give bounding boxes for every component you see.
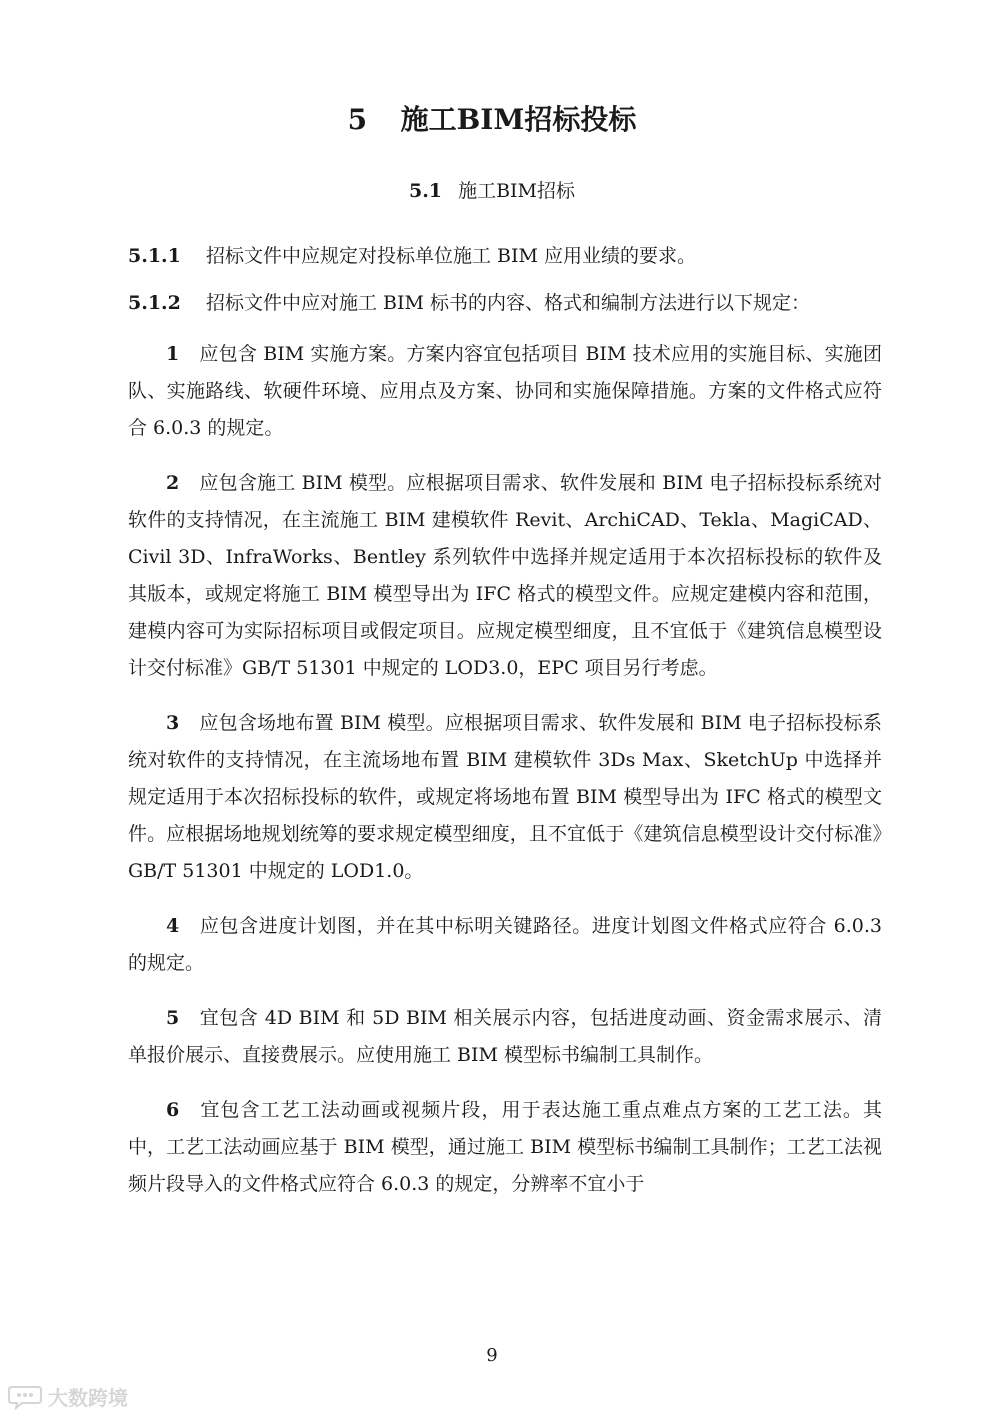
watermark [8, 1382, 128, 1411]
list-item-4 [128, 908, 882, 982]
item-number: 1 [166, 343, 180, 365]
page-number: 9 [486, 1345, 498, 1366]
chapter-title-text: 施工BIM招标投标 [400, 103, 637, 136]
list-item-6 [128, 1092, 882, 1203]
list-item-5 [128, 1000, 882, 1074]
clause-5-1-2 [128, 285, 882, 322]
list-item-1 [128, 336, 882, 447]
section-title-text: 施工BIM招标 [458, 180, 576, 202]
item-text: 宜包含 4D BIM 和 5D BIM 相关展示内容，包括进度动画、资金需求展示、清单报价展示、直接费展示。应使用施工 BIM 模型标书编制工具制作。 [128, 1007, 882, 1066]
chapter-title [0, 100, 984, 140]
item-number: 5 [166, 1007, 180, 1029]
list-item-3 [128, 705, 882, 890]
item-text: 宜包含工艺工法动画或视频片段，用于表达施工重点难点方案的工艺工法。其中，工艺工法动画应基于 BIM 模型，通过施工 BIM 模型标书编制工具制作；工艺工法视频片段导入的文件格式应符合 6.0.3 的规定，分辨率不宜小于 [128, 1099, 882, 1195]
item-number: 6 [166, 1099, 180, 1121]
document-body [128, 238, 882, 1203]
section-number: 5.1 [408, 180, 443, 202]
item-number: 3 [166, 712, 180, 734]
item-text: 应包含 BIM 实施方案。方案内容宜包括项目 BIM 技术应用的实施目标、实施团队、实施路线、软硬件环境、应用点及方案、协同和实施保障措施。方案的文件格式应符合 6.0.3 的规定。 [128, 343, 882, 439]
clause-number: 5.1.1 [128, 245, 181, 267]
clause-5-1-1 [128, 238, 882, 275]
clause-number: 5.1.2 [128, 292, 181, 314]
item-text: 应包含场地布置 BIM 模型。应根据项目需求、软件发展和 BIM 电子招标投标系统对软件的支持情况，在主流场地布置 BIM 建模软件 3Ds Max、SketchUp 中选择并规定适用于本次招标投标的软件，或规定将场地布置 BIM 模型导出为 IFC 格式的模型文件。应根据场地规划统筹的要求规定模型细度，且不宜低于《建筑信息模型设计交付标准》GB/T 51301 中规定的 LOD1.0。 [128, 712, 882, 882]
clause-text: 招标文件中应规定对投标单位施工 BIM 应用业绩的要求。 [206, 245, 697, 267]
item-number: 4 [166, 915, 180, 937]
section-title [0, 176, 984, 206]
speech-bubble-logo-icon [8, 1384, 44, 1410]
item-text: 应包含进度计划图，并在其中标明关键路径。进度计划图文件格式应符合 6.0.3 的规定。 [128, 915, 882, 974]
list-item-2 [128, 465, 882, 687]
chapter-number: 5 [347, 103, 368, 136]
watermark-text: 大数跨境 [48, 1386, 128, 1410]
clause-text: 招标文件中应对施工 BIM 标书的内容、格式和编制方法进行以下规定： [206, 292, 811, 314]
item-number: 2 [166, 472, 180, 494]
item-text: 应包含施工 BIM 模型。应根据项目需求、软件发展和 BIM 电子招标投标系统对软件的支持情况，在主流施工 BIM 建模软件 Revit、ArchiCAD、Tekla、MagiCAD、Civil 3D、InfraWorks、Bentley 系列软件中选择并规定适用于本次招标投标的软件及其版本，或规定将施工 BIM 模型导出为 IFC 格式的模型文件。应规定建模内容和范围，建模内容可为实际招标项目或假定项目。应规定模型细度，且不宜低于《建筑信息模型设计交付标准》GB/T 51301 中规定的 LOD3.0，EPC 项目另行考虑。 [128, 472, 882, 679]
